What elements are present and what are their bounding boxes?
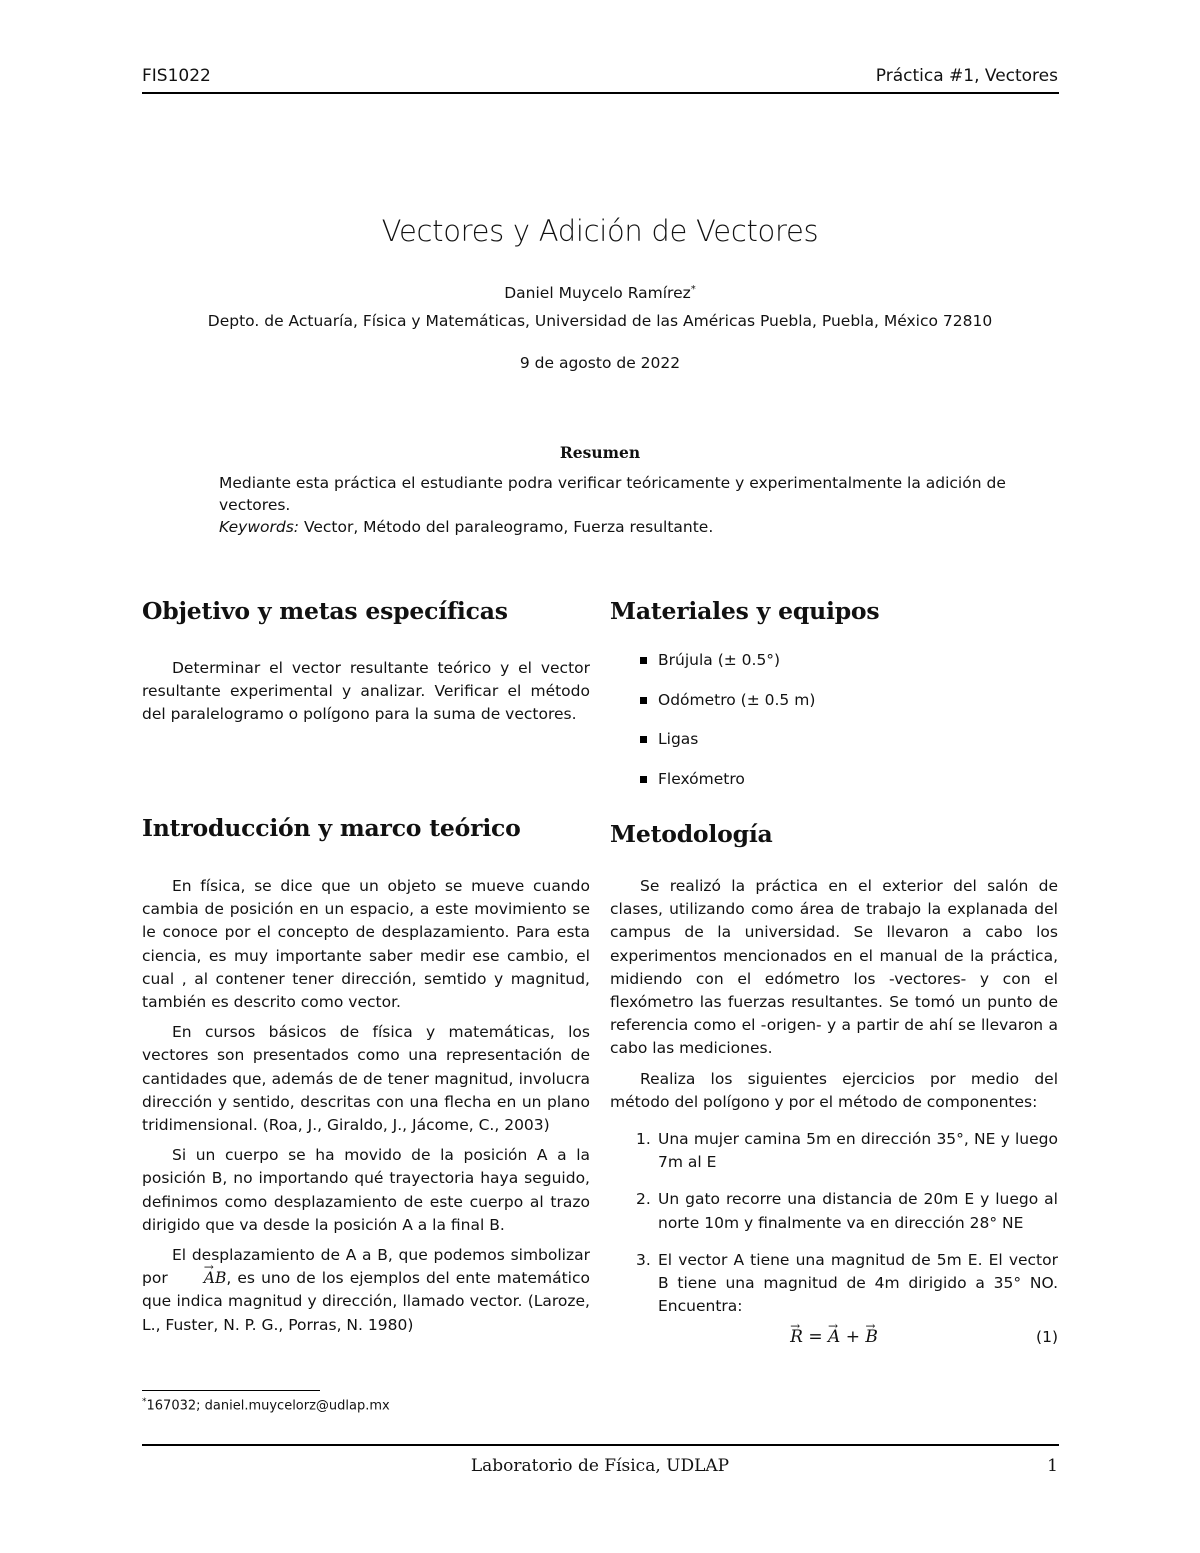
footer-rule [142,1444,1059,1446]
objetivo-body [142,657,590,734]
exercise-number: 1. [636,1130,651,1149]
intro-text-after: , es uno de los ejemplos del ente matemático que indica magnitud y dirección, llamado vector. (Laroze, L., Fuster, N. P. G., Porras, N. 1980) [142,1269,590,1334]
list-item [610,649,1058,689]
exercise-text: Un gato recorre una distancia de 20m E y luego al norte 10m y finalmente va en dirección 28° NE [658,1190,1058,1232]
intro-paragraph: Si un cuerpo se ha movido de la posición A a la posición B, no importando qué trayectoria haya seguido, definimos como desplazamiento de este cuerpo al trazo dirigido que va desde la posición A a la final B. [142,1146,590,1234]
plus-sign: + [845,1327,860,1348]
running-footer [142,1456,1058,1480]
square-bullet-icon [640,697,647,704]
materiales-body [610,649,1058,807]
list-item [610,768,1058,808]
introduccion-body [142,875,590,1344]
exercise-text: El vector A tiene una magnitud de 5m E. El vector B tiene una magnitud de 4m dirigido a 35° NO. Encuentra: [658,1250,1058,1316]
paper-title: Vectores y Adición de Vectores [381,214,819,248]
page-number: 1 [1047,1456,1058,1476]
section-heading-objetivo: Objetivo y metas específicas [142,597,508,625]
objetivo-paragraph: Determinar el vector resultante teórico y el vector resultante experimental y analizar. Verificar el método del paralelogramo o polígono para la suma de vectores. [142,659,590,724]
header-rule [142,92,1059,94]
metodologia-body [610,875,1058,1356]
keywords-text: Vector, Método del paraleogramo, Fuerza resultante. [303,518,714,536]
list-item [610,728,1058,768]
exercise-text: Una mujer camina 5m en dirección 35°, NE y luego 7m al E [658,1130,1058,1172]
exercise-list [610,1128,1058,1318]
author-name: Daniel Muycelo Ramírez [504,284,691,303]
intro-text-before: El desplazamiento de A a B, que podemos simbolizar por [142,1246,590,1288]
material-label: Odómetro (± 0.5 m) [658,690,816,709]
author-line [0,284,1200,302]
keywords-line [219,516,1019,538]
running-header [142,66,1058,94]
list-item [610,1249,1058,1319]
section-heading-materiales: Materiales y equipos [610,597,880,625]
material-label: Flexómetro [658,769,745,788]
course-code: FIS1022 [142,66,211,86]
square-bullet-icon [640,736,647,743]
section-heading-introduccion: Introducción y marco teórico [142,814,521,842]
practice-label: Práctica #1, Vectores [875,66,1058,86]
affiliation: Depto. de Actuaría, Física y Matemáticas, Universidad de las Américas Puebla, Puebla, México 72810 [207,312,993,330]
abstract-text: Mediante esta práctica el estudiante podra verificar teóricamente y experimentalmente la adición de vectores. [219,474,1006,514]
vector-a-symbol: → A [828,1326,840,1349]
vector-r-symbol: → R [790,1326,803,1349]
section-heading-metodologia: Metodología [610,820,773,848]
intro-paragraph-vector [142,1244,590,1337]
equation-math [610,1326,1058,1349]
material-label: Brújula (± 0.5°) [658,651,781,669]
intro-paragraph: En cursos básicos de física y matemáticas, los vectores son presentados como una representación de cantidades que, además de de tener magnitud, involucra dirección y sentido, descritas con una flecha en un plano tridimensional. (Roa, J., Giraldo, J., Jácome, C., 2003) [142,1023,590,1135]
vector-b-symbol: → B [865,1326,878,1349]
footnote-mark: * [142,1397,147,1407]
material-label: Ligas [658,730,699,748]
equation-1 [610,1326,1058,1356]
exercise-number: 3. [636,1250,651,1269]
intro-paragraph: En física, se dice que un objeto se mueve cuando cambia de posición en un espacio, a este movimiento se le conoce por el concepto de desplazamiento. Para esta ciencia, es muy importante saber medir ese cambio, el cual , al contener tener dirección, semtido y magnitud, también es descrito como vector. [142,877,590,1012]
keywords-label: Keywords: [219,518,299,536]
square-bullet-icon [640,776,647,783]
author-footnote-mark: * [690,284,696,295]
square-bullet-icon [640,657,647,664]
list-item [610,1188,1058,1234]
footnote-text: 167032; daniel.muycelorz@udlap.mx [146,1398,390,1414]
footnote-rule [142,1390,320,1391]
list-item [610,1128,1058,1174]
list-item [610,689,1058,729]
abstract-body [219,472,1019,538]
footnote [142,1397,390,1413]
lab-name: Laboratorio de Física, UDLAP [470,1456,730,1476]
vector-ab-symbol: → AB [174,1267,227,1290]
equation-number: (1) [1036,1328,1058,1347]
metodologia-paragraph: Se realizó la práctica en el exterior del salón de clases, utilizando como área de trabajo la explanada del campus de la universidad. Se llevaron a cabo los experimentos mencionados en el manual de la práctica, midiendo con el edómetro los -vectores- y con el flexómetro las fuerzas resultantes. Se tomó un punto de referencia como el -origen- y a partir de ahí se llevaron a cabo las mediciones. [610,877,1058,1058]
date: 9 de agosto de 2022 [519,354,681,372]
metodologia-paragraph: Realiza los siguientes ejercicios por medio del método del polígono y por el método de componentes: [610,1069,1058,1111]
abstract-heading: Resumen [559,443,641,462]
equals-sign: = [808,1327,823,1348]
exercise-number: 2. [636,1190,651,1209]
materials-list [610,649,1058,807]
